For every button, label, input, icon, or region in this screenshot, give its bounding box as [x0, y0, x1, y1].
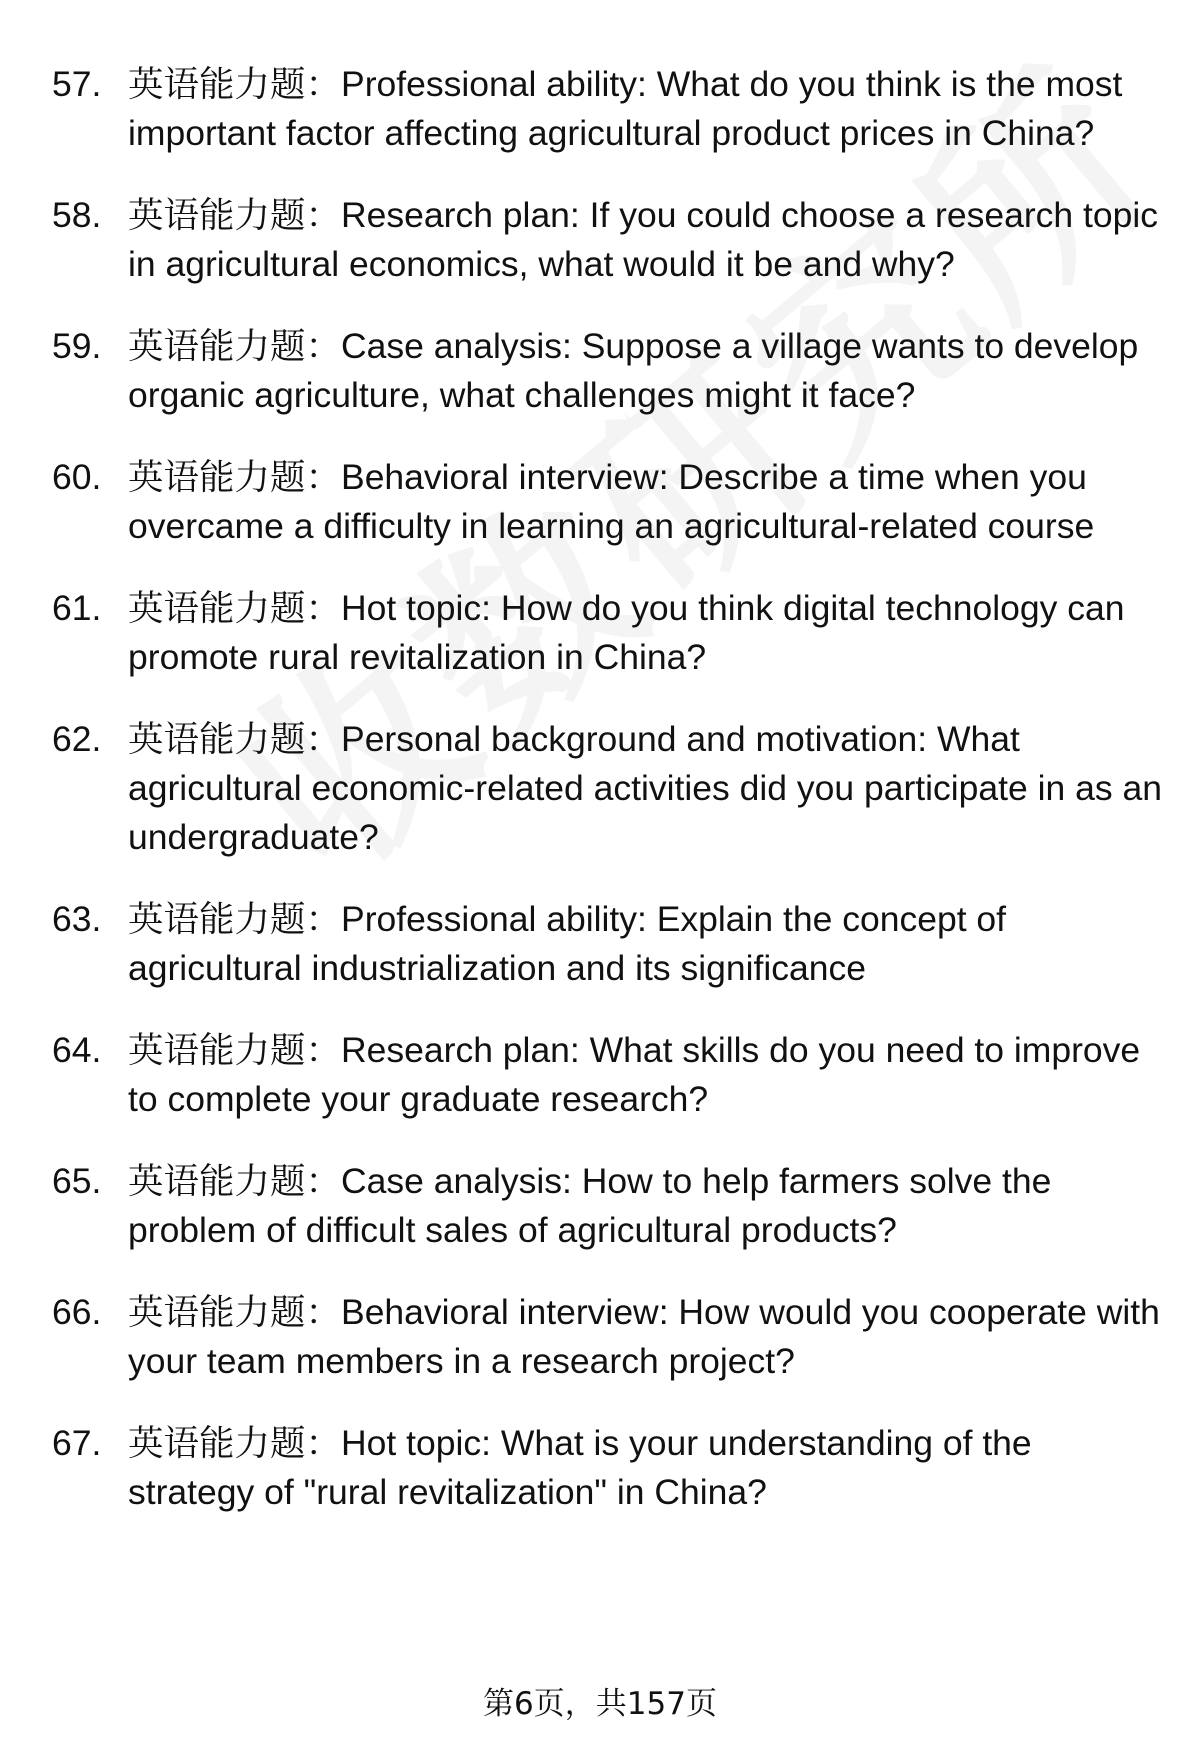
list-item	[52, 1288, 1162, 1386]
question-tag: 英语能力题：	[128, 719, 342, 760]
question-tag: 英语能力题：	[128, 457, 342, 498]
question-tag: 英语能力题：	[128, 899, 342, 940]
question-body	[128, 584, 1162, 682]
question-text: Professional ability: Explain the concept of agricultural industrialization and its significance	[128, 899, 1007, 988]
question-text: Research plan: If you could choose a research topic in agricultural economics, what would it be and why?	[128, 195, 1158, 284]
question-text: Personal background and motivation: What agricultural economic-related activities did you participate in as an undergraduate?	[128, 719, 1162, 857]
question-number: 61.	[52, 588, 102, 628]
list-item	[52, 584, 1162, 682]
question-number: 65.	[52, 1161, 102, 1201]
list-item	[52, 191, 1162, 289]
question-tag: 英语能力题：	[128, 1030, 342, 1071]
question-tag: 英语能力题：	[128, 1161, 342, 1202]
question-number: 62.	[52, 719, 102, 759]
list-item	[52, 60, 1162, 158]
question-body	[128, 1157, 1162, 1255]
question-number: 64.	[52, 1030, 102, 1070]
question-tag: 英语能力题：	[128, 1292, 342, 1333]
question-list	[52, 60, 1162, 1550]
question-number: 63.	[52, 899, 102, 939]
question-text: Hot topic: How do you think digital technology can promote rural revitalization in China?	[128, 588, 1125, 677]
question-body	[128, 895, 1162, 993]
question-body	[128, 1026, 1162, 1124]
list-item	[52, 895, 1162, 993]
list-item	[52, 1419, 1162, 1517]
question-text: Research plan: What skills do you need to improve to complete your graduate research?	[128, 1030, 1141, 1119]
list-item	[52, 453, 1162, 551]
question-body	[128, 191, 1162, 289]
question-body	[128, 453, 1162, 551]
question-body	[128, 60, 1162, 158]
question-number: 57.	[52, 64, 102, 104]
question-number: 58.	[52, 195, 102, 235]
question-tag: 英语能力题：	[128, 326, 342, 367]
question-number: 60.	[52, 457, 102, 497]
question-tag: 英语能力题：	[128, 64, 342, 105]
page-number-footer: 第6页，共157页	[483, 1686, 717, 1722]
question-number: 67.	[52, 1423, 102, 1463]
question-tag: 英语能力题：	[128, 195, 342, 236]
question-text: Professional ability: What do you think is the most important factor affecting agricultural product prices in China?	[128, 64, 1123, 153]
question-text: Case analysis: How to help farmers solve the problem of difficult sales of agricultural products?	[128, 1161, 1052, 1250]
list-item	[52, 715, 1162, 862]
question-number: 66.	[52, 1292, 102, 1332]
list-item	[52, 1157, 1162, 1255]
question-body	[128, 1419, 1162, 1517]
question-body	[128, 715, 1162, 862]
question-body	[128, 322, 1162, 420]
question-text: Behavioral interview: How would you cooperate with your team members in a research project?	[128, 1292, 1160, 1381]
question-text: Behavioral interview: Describe a time when you overcame a difficulty in learning an agricultural-related course	[128, 457, 1095, 546]
question-body	[128, 1288, 1162, 1386]
question-tag: 英语能力题：	[128, 1423, 342, 1464]
question-text: Hot topic: What is your understanding of the strategy of "rural revitalization" in China?	[128, 1423, 1032, 1512]
question-text: Case analysis: Suppose a village wants to develop organic agriculture, what challenges might it face?	[128, 326, 1139, 415]
list-item	[52, 322, 1162, 420]
list-item	[52, 1026, 1162, 1124]
question-number: 59.	[52, 326, 102, 366]
question-tag: 英语能力题：	[128, 588, 342, 629]
